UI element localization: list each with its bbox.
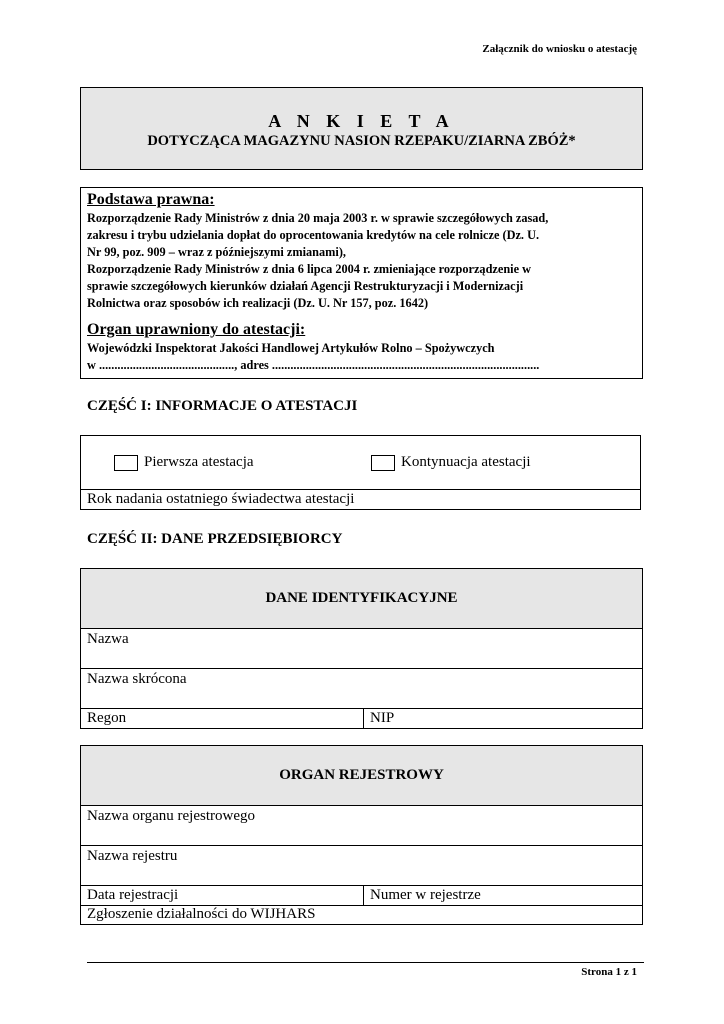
registry-header: ORGAN REJESTROWY xyxy=(81,746,642,805)
part1-title: CZĘŚĆ I: INFORMACJE O ATESTACJI xyxy=(87,398,358,414)
footer-divider xyxy=(87,962,644,963)
first-attestation-checkbox[interactable] xyxy=(114,455,138,471)
legal-basis-line: Rolnictwa oraz sposobów ich realizacji (Dz. U. Nr 157, poz. 1642) xyxy=(87,296,429,310)
document-title: A N K I E T A xyxy=(268,111,455,131)
first-attestation-label: Pierwsza atestacja xyxy=(144,454,254,470)
page-number: Strona 1 z 1 xyxy=(581,966,637,978)
legal-basis-text xyxy=(87,210,637,312)
organ-text xyxy=(87,340,637,374)
registry-name-label: Nazwa rejestru xyxy=(87,848,178,864)
first-attestation-option[interactable] xyxy=(114,454,254,471)
title-box xyxy=(80,87,643,170)
wijhars-row[interactable] xyxy=(81,905,642,925)
registry-organ-label: Nazwa organu rejestrowego xyxy=(87,808,255,824)
short-name-row[interactable] xyxy=(81,668,642,708)
registry-name-row[interactable] xyxy=(81,845,642,885)
identification-header: DANE IDENTYFIKACYJNE xyxy=(81,569,642,628)
continuation-attestation-checkbox[interactable] xyxy=(371,455,395,471)
identification-table xyxy=(80,568,643,729)
regon-nip-row xyxy=(81,708,642,729)
nip-cell[interactable] xyxy=(363,709,394,729)
name-row[interactable] xyxy=(81,628,642,668)
name-label: Nazwa xyxy=(87,631,129,647)
legal-basis-line: Rozporządzenie Rady Ministrów z dnia 20 maja 2003 r. w sprawie szczegółowych zasad, xyxy=(87,211,549,225)
registry-number-label: Numer w rejestrze xyxy=(370,887,481,903)
part2-title: CZĘŚĆ II: DANE PRZEDSIĘBIORCY xyxy=(87,531,343,547)
attestation-info-table xyxy=(80,435,641,510)
wijhars-label: Zgłoszenie działalności do WIJHARS xyxy=(87,906,316,922)
registration-row xyxy=(81,885,642,905)
continuation-attestation-label: Kontynuacja atestacji xyxy=(401,454,531,470)
last-certificate-label: Rok nadania ostatniego świadectwa atestacji xyxy=(87,491,355,507)
registration-date-label[interactable]: Data rejestracji xyxy=(87,887,179,903)
attachment-note: Załącznik do wniosku o atestację xyxy=(482,43,637,55)
document-subtitle: DOTYCZĄCA MAGAZYNU NASION RZEPAKU/ZIARNA ZBÓŻ* xyxy=(147,133,576,149)
organ-line: Wojewódzki Inspektorat Jakości Handlowej Artykułów Rolno – Spożywczych xyxy=(87,341,495,355)
organ-address-line[interactable]: w ............................................, adres ....................................................................................... xyxy=(87,358,540,372)
registry-table xyxy=(80,745,643,925)
legal-basis-line: zakresu i trybu udzielania dopłat do oprocentowania kredytów na cele rolnicze (Dz. U. xyxy=(87,228,540,242)
legal-basis-heading: Podstawa prawna: xyxy=(87,191,215,208)
legal-basis-box xyxy=(80,187,643,379)
short-name-label: Nazwa skrócona xyxy=(87,671,187,687)
legal-basis-line: Nr 99, poz. 909 – wraz z późniejszymi zmianami), xyxy=(87,245,346,259)
continuation-attestation-option[interactable] xyxy=(371,454,531,471)
last-certificate-row[interactable] xyxy=(81,489,640,510)
organ-heading: Organ uprawniony do atestacji: xyxy=(87,321,306,338)
legal-basis-line: Rozporządzenie Rady Ministrów z dnia 6 lipca 2004 r. zmieniające rozporządzenie w xyxy=(87,262,531,276)
registry-organ-row[interactable] xyxy=(81,805,642,845)
registry-number-cell[interactable] xyxy=(363,886,481,905)
regon-label[interactable]: Regon xyxy=(87,710,127,726)
legal-basis-line: sprawie szczegółowych kierunków działań Agencji Restrukturyzacji i Modernizacji xyxy=(87,279,524,293)
nip-label: NIP xyxy=(370,710,395,726)
